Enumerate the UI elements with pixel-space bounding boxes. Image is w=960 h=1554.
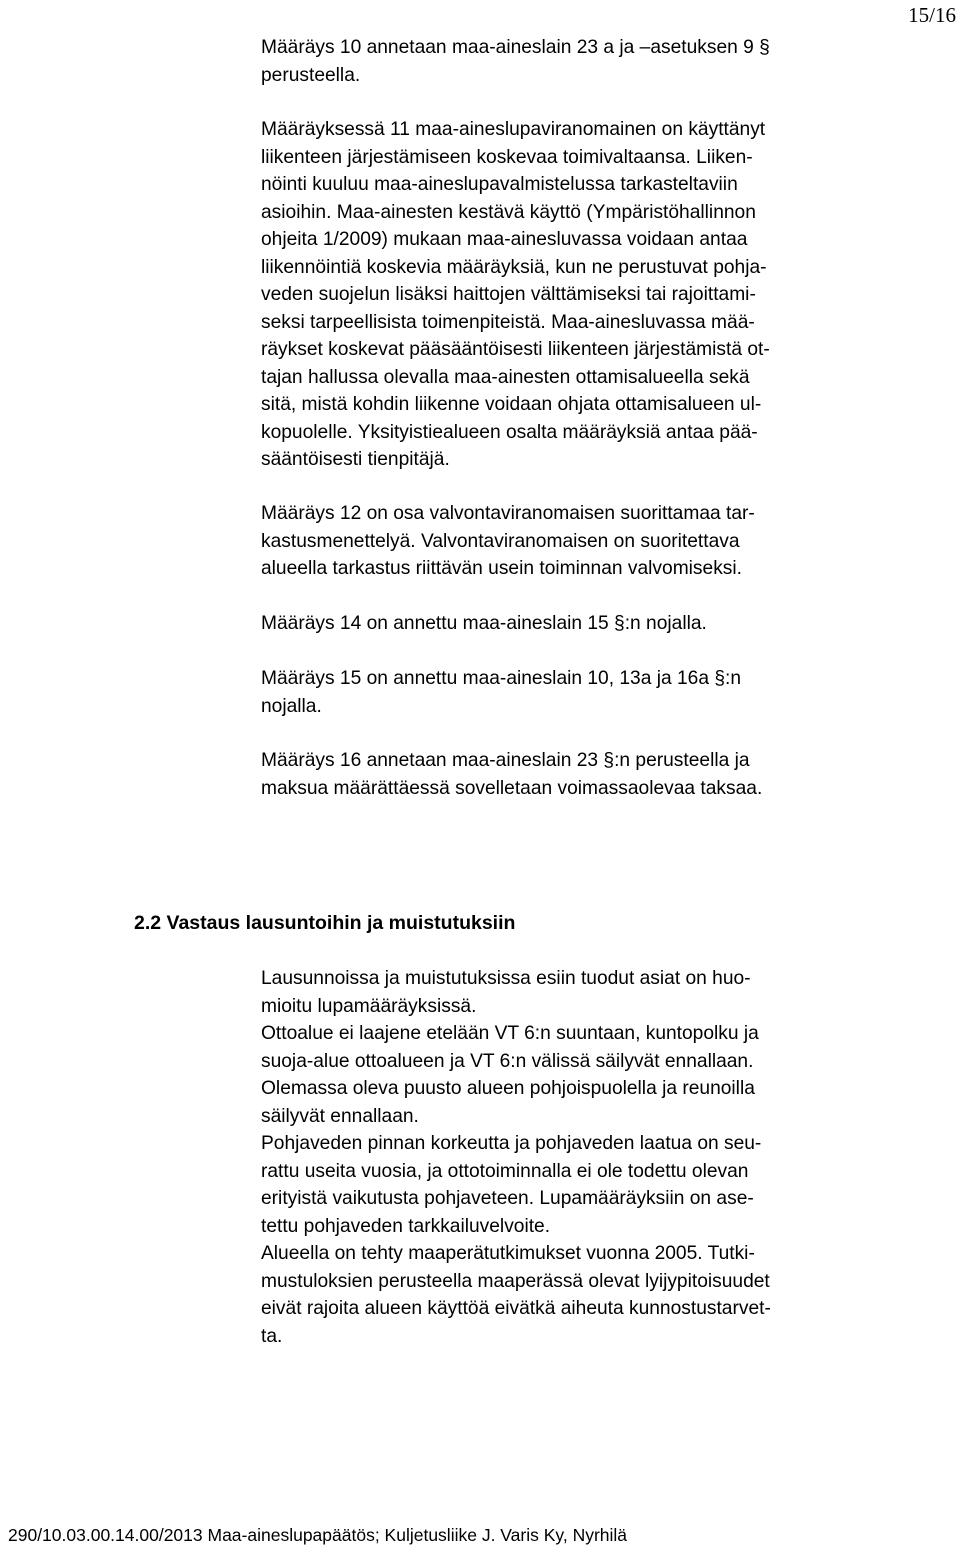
text-line: räykset koskevat pääsääntöisesti liikenteen järjestämistä ot-	[261, 339, 770, 360]
text-line: kopuolelle. Yksityistiealueen osalta määräyksiä antaa pää-	[261, 421, 758, 443]
text-line: mustuloksien perusteella maaperässä olevat lyijypitoisuudet	[261, 1270, 770, 1292]
text-line: alueella tarkastus riittävän usein toiminnan valvomiseksi.	[261, 558, 742, 579]
text-line: Määräyksessä 11 maa-aineslupaviranomainen on käyttänyt	[261, 119, 766, 140]
text-line: sääntöisesti tienpitäjä.	[261, 449, 450, 470]
paragraph	[261, 665, 901, 720]
text-line: nojalla.	[261, 695, 322, 717]
text-line: perusteella.	[261, 64, 361, 86]
paragraph	[261, 747, 901, 802]
paragraph	[261, 500, 901, 583]
text-line: nöinti kuuluu maa-aineslupavalmistelussa tarkasteltaviin	[261, 174, 738, 195]
text-line: tajan hallussa olevalla maa-ainesten ottamisalueella sekä	[261, 366, 750, 388]
text-line: Määräys 14 on annettu maa-aineslain 15 §:n nojalla.	[261, 613, 707, 634]
page-footer: 290/10.03.00.14.00/2013 Maa-aineslupapäätös; Kuljetusliike J. Varis Ky, Nyrhilä	[8, 1525, 628, 1545]
paragraph	[261, 116, 901, 474]
text-line: sitä, mistä kohdin liikenne voidaan ohjata ottamisalueen ul-	[261, 394, 762, 415]
text-line: veden suojelun lisäksi haittojen välttämiseksi tai rajoittami-	[261, 284, 756, 305]
text-line: tettu pohjaveden tarkkailuvelvoite.	[261, 1215, 551, 1237]
text-line: maksua määrättäessä sovelletaan voimassaolevaa taksaa.	[261, 777, 763, 799]
text-line: eivät rajoita alueen käyttöä eivätkä aiheuta kunnostustarvet-	[261, 1298, 771, 1319]
text-line: Määräys 16 annetaan maa-aineslain 23 §:n perusteella ja	[261, 750, 750, 771]
text-line: erityistä vaikutusta pohjaveteen. Lupamääräyksiin on ase-	[261, 1188, 754, 1209]
text-line: liikenteen järjestämiseen koskevaa toimivaltaansa. Liiken-	[261, 146, 753, 168]
text-line: ohjeita 1/2009) mukaan maa-ainesluvassa voidaan antaa	[261, 229, 748, 250]
text-line: Olemassa oleva puusto alueen pohjoispuolella ja reunoilla	[261, 1078, 755, 1099]
text-line: kastusmenettelyä. Valvontaviranomaisen on suoritettava	[261, 530, 740, 552]
paragraph	[261, 610, 901, 638]
section-heading: 2.2 Vastaus lausuntoihin ja muistutuksiin	[134, 912, 516, 934]
text-line: Alueella on tehty maaperätutkimukset vuonna 2005. Tutki-	[261, 1243, 755, 1264]
text-line: mioitu lupamääräyksissä.	[261, 995, 477, 1017]
text-line: suoja-alue ottoalueen ja VT 6:n välissä säilyvät ennallaan.	[261, 1050, 754, 1072]
text-line: rattu useita vuosia, ja ottotoiminnalla ei ole todettu olevan	[261, 1160, 749, 1182]
text-line: seksi tarpeellisista toimenpiteistä. Maa-ainesluvassa mää-	[261, 311, 755, 333]
page-number: 15/16	[908, 3, 956, 27]
text-line: Määräys 12 on osa valvontaviranomaisen suorittamaa tar-	[261, 503, 755, 524]
paragraph	[261, 34, 901, 89]
text-line: ta.	[261, 1325, 283, 1347]
text-line: Määräys 10 annetaan maa-aineslain 23 a ja –asetuksen 9 §	[261, 37, 770, 58]
text-line: Määräys 15 on annettu maa-aineslain 10, 13a ja 16a §:n	[261, 668, 742, 689]
text-line: säilyvät ennallaan.	[261, 1105, 419, 1127]
text-line: Pohjaveden pinnan korkeutta ja pohjaveden laatua on seu-	[261, 1133, 762, 1154]
text-line: Ottoalue ei laajene etelään VT 6:n suuntaan, kuntopolku ja	[261, 1023, 759, 1044]
text-line: Lausunnoissa ja muistutuksissa esiin tuodut asiat on huo-	[261, 968, 751, 989]
text-line: liikennöintiä koskevia määräyksiä, kun ne perustuvat pohja-	[261, 256, 767, 278]
paragraph	[261, 965, 901, 1350]
text-line: asioihin. Maa-ainesten kestävä käyttö (Ympäristöhallinnon	[261, 201, 756, 223]
